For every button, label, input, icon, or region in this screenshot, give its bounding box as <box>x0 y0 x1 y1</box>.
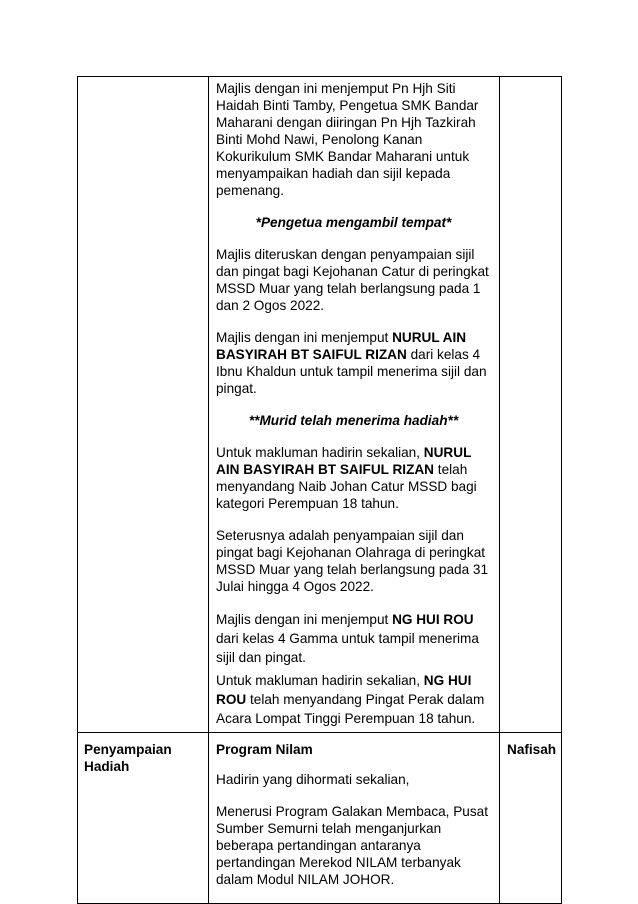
nilam-announcement: Menerusi Program Galakan Membaca, Pusat Sumber Semurni telah menganjurkan beberapa pertandingan antaranya pertandingan Merekod NILAM terbanyak dalam Modul NILAM JOHOR. <box>216 804 488 887</box>
program-heading: Program Nilam <box>216 742 313 757</box>
student-name: NURUL AIN BASYIRAH BT SAIFUL RIZAN <box>216 445 472 477</box>
invite-student-2: Majlis dengan ini menjemput NG HUI ROU dari kelas 4 Gamma untuk tampil menerima sijil dan pingat. <box>216 612 479 665</box>
section-cell <box>78 733 209 904</box>
chess-announcement: Majlis diteruskan dengan penyampaian sijil dan pingat bagi Kejohanan Catur di peringkat MSSD Muar yang telah berlangsung pada 1 dan 2 Ogos 2022. <box>216 247 489 313</box>
stage-direction-principal: *Pengetua mengambil tempat* <box>255 215 452 230</box>
section-label: Penyampaian Hadiah <box>84 742 172 774</box>
table-row <box>78 77 562 733</box>
greeting: Hadirin yang dihormati sekalian, <box>216 772 410 787</box>
lead-cell <box>500 77 562 733</box>
lead-cell <box>500 733 562 904</box>
section-cell <box>78 77 209 733</box>
student-name: NURUL AIN BASYIRAH BT SAIFUL RIZAN <box>216 330 467 362</box>
lead-name: Nafisah <box>507 742 557 757</box>
student-name: NG HUI ROU <box>392 612 474 627</box>
script-cell <box>209 733 500 904</box>
stage-direction-student: **Murid telah menerima hadiah** <box>248 413 459 428</box>
athletics-announcement: Seterusnya adalah penyampaian sijil dan pingat bagi Kejohanan Olahraga di peringkat MSSD Muar yang telah berlangsung pada 31 Julai hingga 4 Ogos 2022. <box>216 528 489 594</box>
result-student-1: Untuk makluman hadirin sekalian, NURUL AIN BASYIRAH BT SAIFUL RIZAN telah menyandang Naib Johan Catur MSSD bagi kategori Perempuan 18 tahun. <box>216 445 477 511</box>
student-name: NG HUI ROU <box>216 673 472 707</box>
invitation-principal: Majlis dengan ini menjemput Pn Hjh Siti Haidah Binti Tamby, Pengetua SMK Bandar Maharani dengan diiringan Pn Hjh Tazkirah Binti Mohd Nawi, Penolong Kanan Kokurikulum SMK Bandar Maharani untuk menyampaikan hadiah dan sijil kepada pemenang. <box>216 81 479 198</box>
program-script-table <box>77 76 562 904</box>
invite-student-1: Majlis dengan ini menjemput NURUL AIN BASYIRAH BT SAIFUL RIZAN dari kelas 4 Ibnu Khaldun untuk tampil menerima sijil dan pingat. <box>216 330 487 396</box>
table-row <box>78 733 562 904</box>
result-student-2: Untuk makluman hadirin sekalian, NG HUI ROU telah menyandang Pingat Perak dalam Acara Lompat Tinggi Perempuan 18 tahun. <box>216 673 485 726</box>
script-cell <box>209 77 500 733</box>
